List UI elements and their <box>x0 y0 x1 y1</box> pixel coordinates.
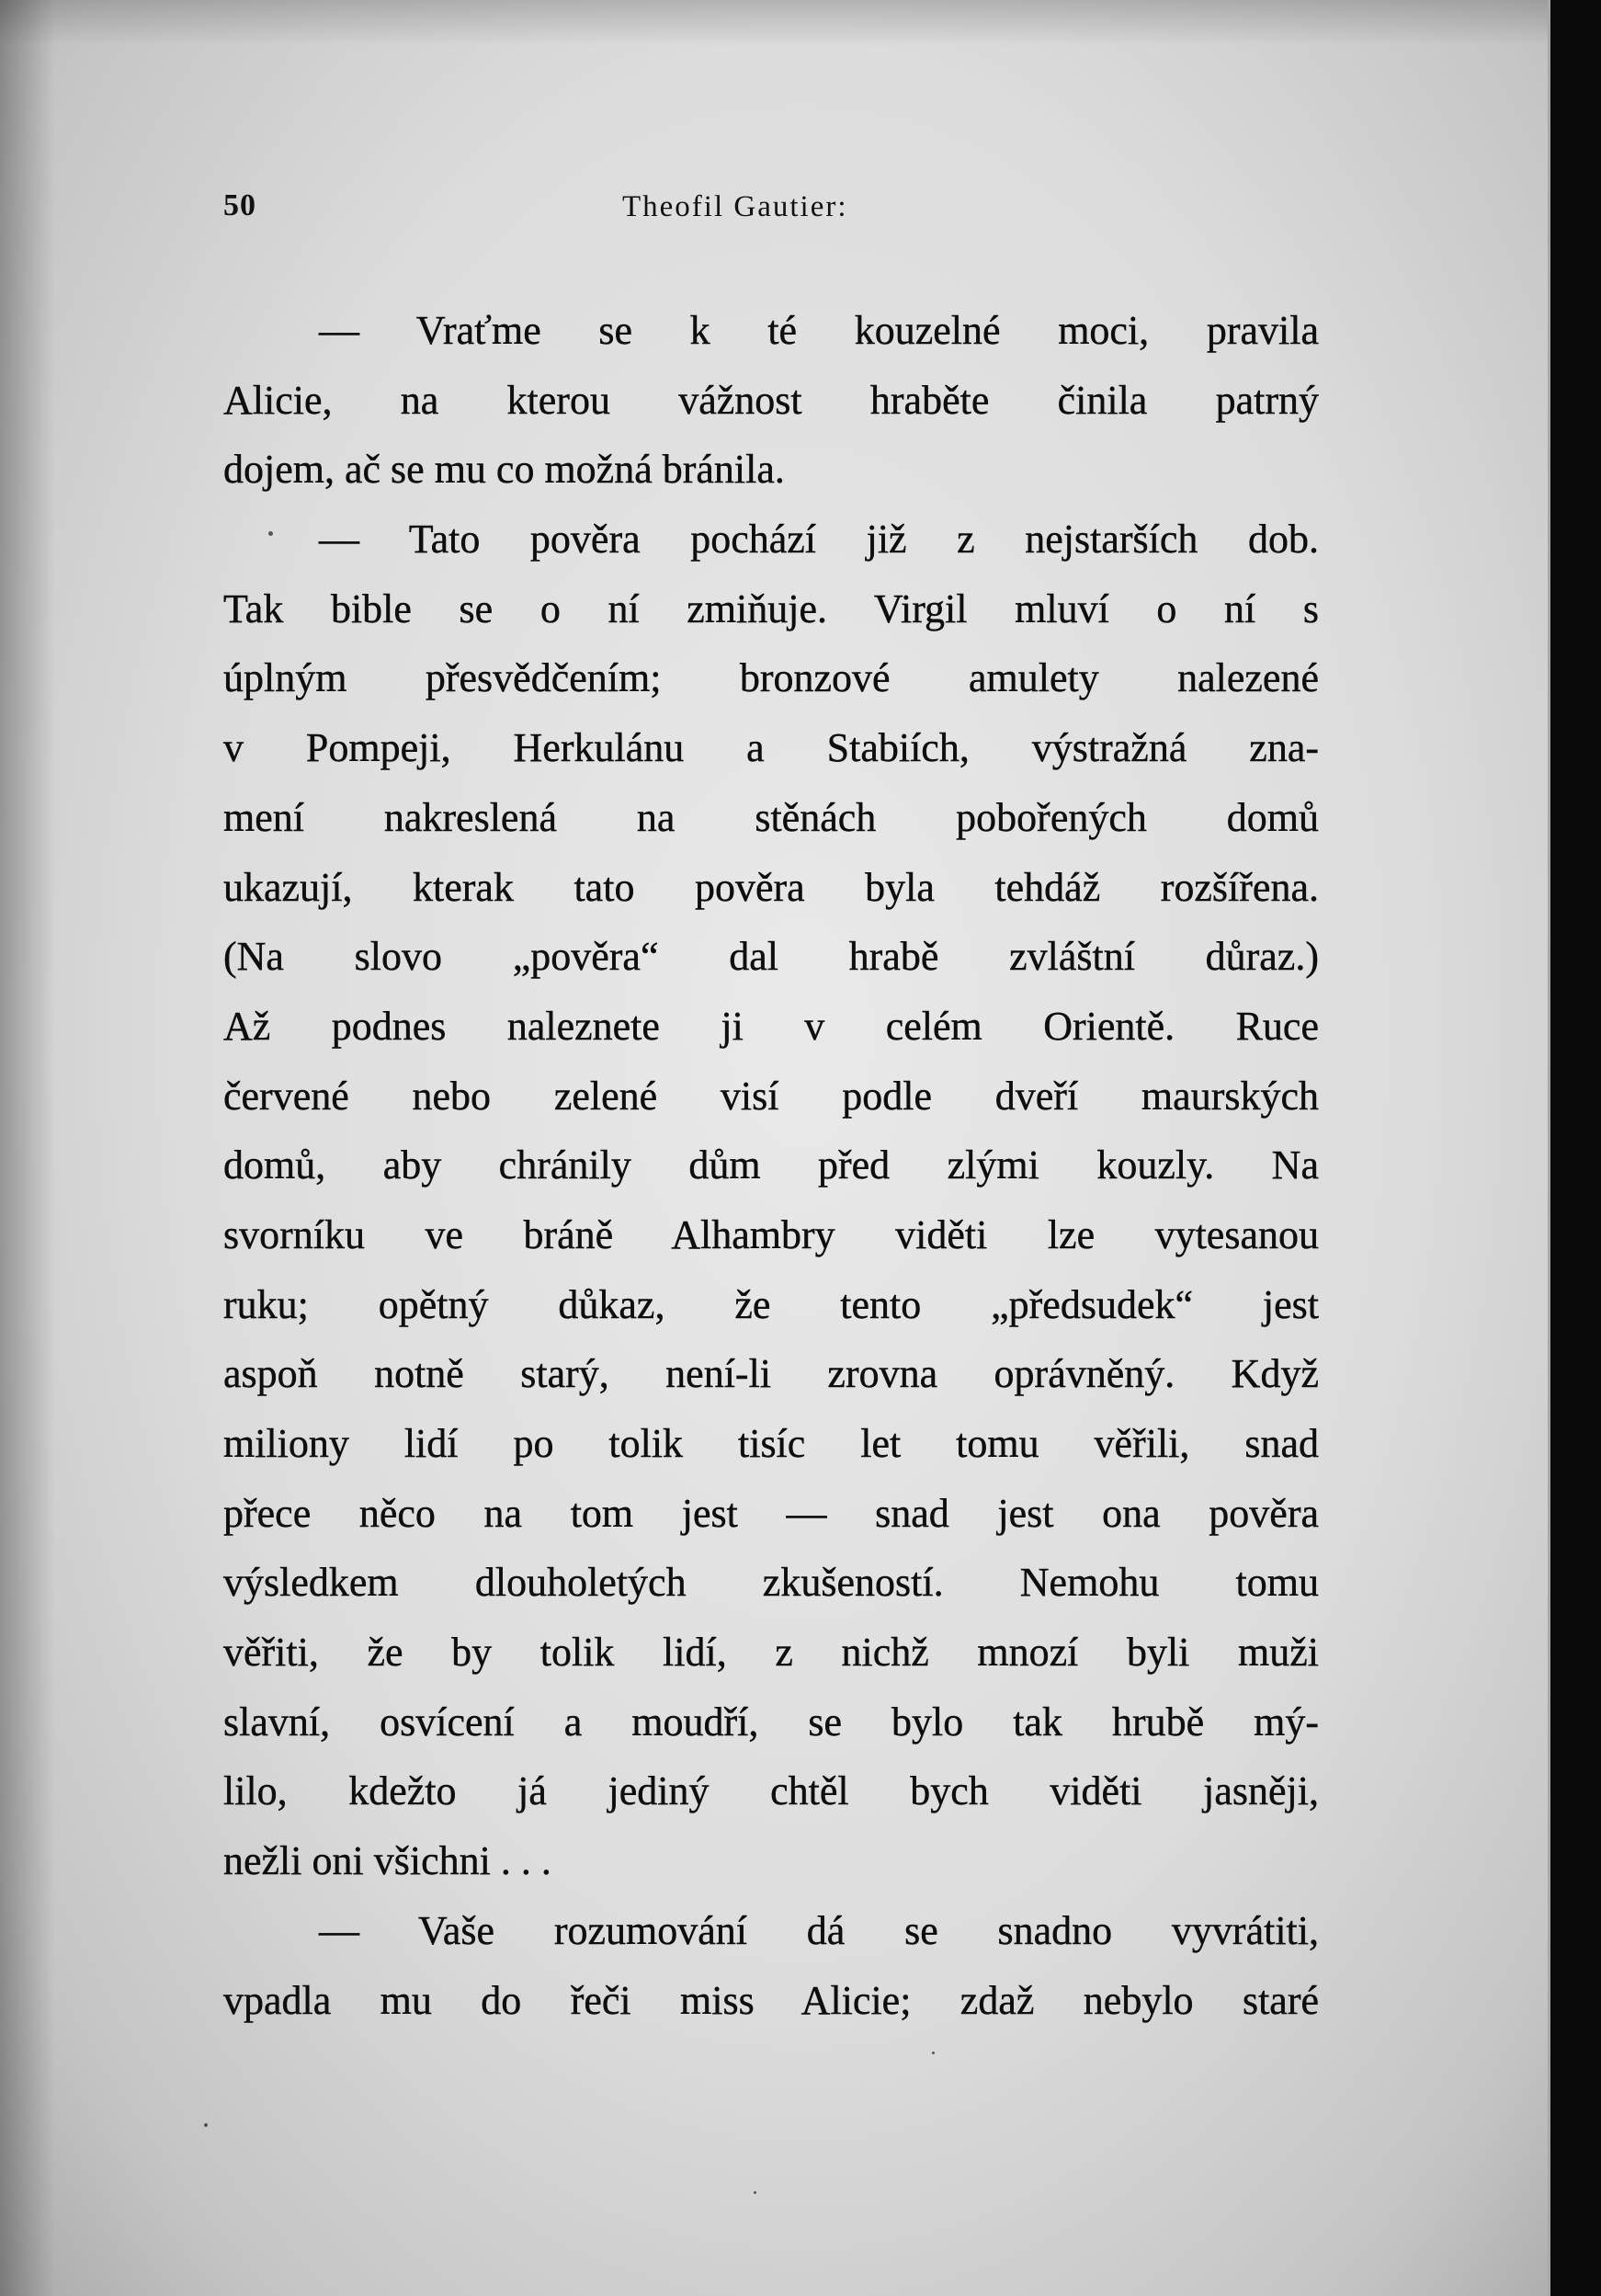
text-line: v Pompeji, Herkulánu a Stabiích, výstražná zna- <box>223 725 1319 771</box>
text-line: červené nebo zelené visí podle dveří maurských <box>223 1073 1319 1119</box>
dust-speck <box>932 2052 935 2054</box>
text-line: Tak bible se o ní zmiňuje. Virgil mluví o ní s <box>223 585 1319 631</box>
text-line: (Na slovo „pověra“ dal hrabě zvláštní důraz.) <box>223 934 1319 980</box>
text-line: slavní, osvícení a moudří, se bylo tak hrubě mý- <box>223 1699 1319 1745</box>
page-edge-line <box>1548 0 1550 2296</box>
text-line: — Tato pověra pochází již z nejstarších dob. <box>319 517 1319 563</box>
text-line: věřiti, že by tolik lidí, z nichž mnozí byli muži <box>223 1630 1319 1676</box>
text-line: — Vaše rozumování dá se snadno vyvrátiti, <box>319 1907 1319 1953</box>
text-line: dojem, ač se mu co možná bránila. <box>223 447 785 493</box>
page-shadow-top <box>0 0 1601 46</box>
page-shadow-left <box>0 0 55 2296</box>
dust-speck <box>204 2123 208 2127</box>
text-line: výsledkem dlouholetých zkušeností. Nemohu tomu <box>223 1560 1319 1606</box>
text-line: ruku; opětný důkaz, že tento „předsudek“ jest <box>223 1281 1319 1327</box>
page-header <box>223 188 1308 234</box>
text-line: mení nakreslená na stěnách pobořených domů <box>223 794 1319 840</box>
text-line: lilo, kdežto já jediný chtěl bych viděti jasněji, <box>223 1768 1319 1814</box>
text-line: Alicie, na kterou vážnost hraběte činila patrný <box>223 377 1319 423</box>
text-line: vpadla mu do řeči miss Alicie; zdaž nebylo staré <box>223 1977 1319 2023</box>
text-line: Až podnes naleznete ji v celém Orientě. Ruce <box>223 1003 1319 1049</box>
page-edge-shadow <box>1548 0 1601 2296</box>
text-line: svorníku ve bráně Alhambry viděti lze vytesanou <box>223 1211 1319 1257</box>
text-line: nežli oni všichni . . . <box>223 1838 551 1884</box>
page-number: 50 <box>223 188 256 222</box>
dust-speck <box>754 2191 756 2194</box>
text-line: přece něco na tom jest — snad jest ona pověra <box>223 1490 1319 1536</box>
text-line: miliony lidí po tolik tisíc let tomu věřili, snad <box>223 1421 1319 1466</box>
text-line: domů, aby chránily dům před zlými kouzly. Na <box>223 1142 1319 1188</box>
text-line: úplným přesvědčením; bronzové amulety nalezené <box>223 655 1319 701</box>
running-title: Theofil Gautier: <box>622 190 848 223</box>
text-line: — Vraťme se k té kouzelné moci, pravila <box>319 308 1319 353</box>
body-text <box>223 296 1319 2035</box>
text-line: ukazují, kterak tato pověra byla tehdáž rozšířena. <box>223 864 1319 910</box>
text-line: aspoň notně starý, není-li zrovna oprávněný. Když <box>223 1351 1319 1397</box>
